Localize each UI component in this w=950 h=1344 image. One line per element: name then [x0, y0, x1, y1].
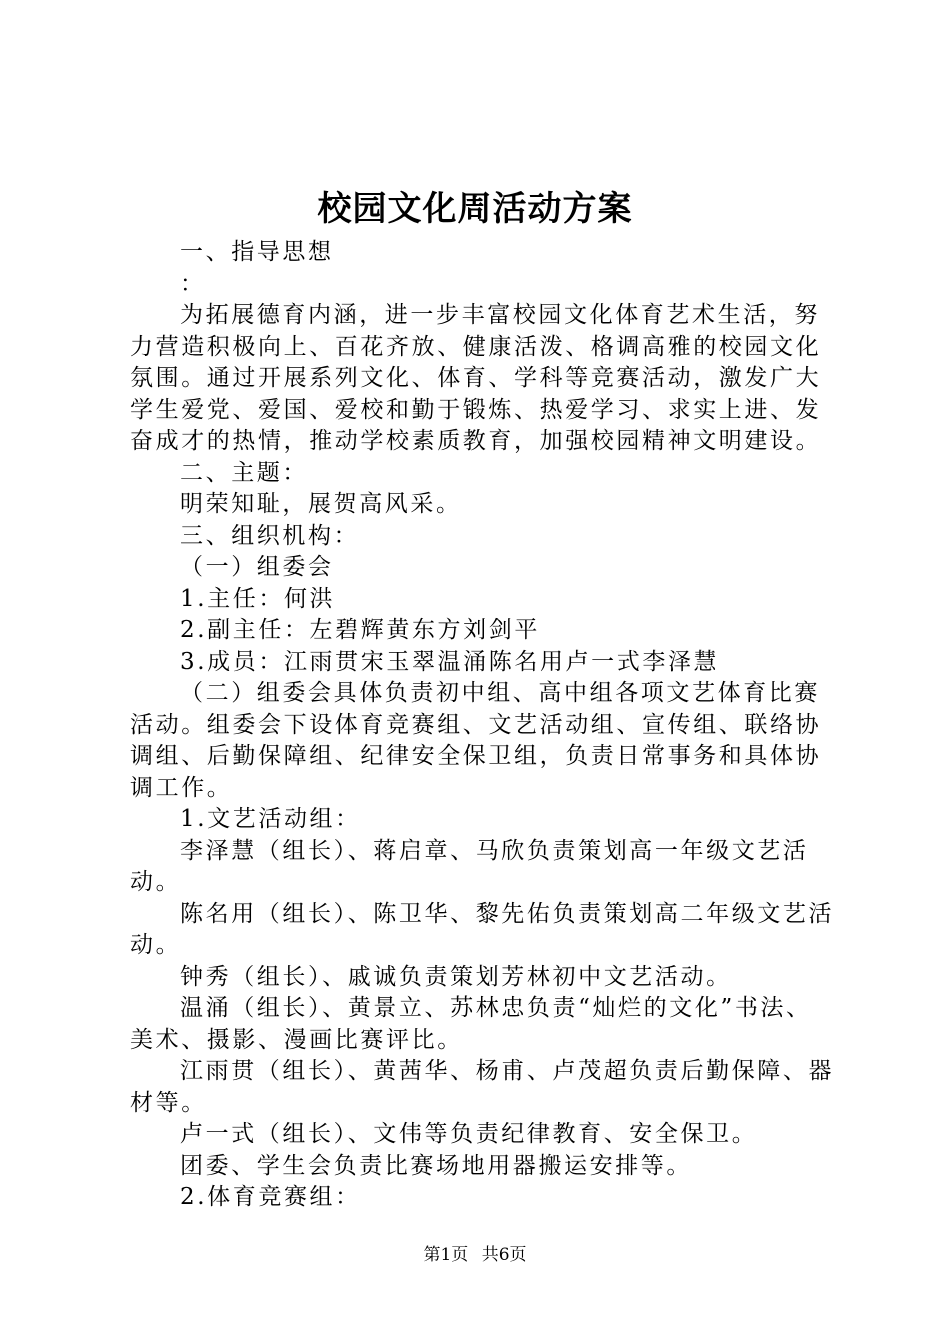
document-body [130, 237, 835, 1214]
page-number: 第1页 [423, 1245, 469, 1265]
paragraph-arts-grade2: 陈名用（组长）、陈卫华、黎先佑负责策划高二年级文艺活动。 [130, 900, 835, 958]
subheading-arts-group: 1.文艺活动组： [180, 806, 361, 832]
document-title: 校园文化周活动方案 [317, 189, 633, 229]
paragraph-calligraphy: 温涌（组长）、黄景立、苏林忠负责“灿烂的文化”书法、美术、摄影、漫画比赛评比。 [130, 995, 812, 1053]
list-item-members: 3.成员：江雨贯宋玉翠温涌陈名用卢一式李泽慧 [180, 648, 720, 675]
paragraph-guiding-text: 为拓展德育内涵，进一步丰富校园文化体育艺术生活，努力营造积极向上、百花齐放、健康活泼、格调高雅的校园文化氛围。通过开展系列文化、体育、学科等竞赛活动，激发广大学生爱党、爱国、爱校和勤于锻炼、热爱学习、求实上进、发奋成才的热情，推动学校素质教育，加强校园精神文明建设。 [130, 302, 822, 454]
heading-theme: 二、主题： [180, 459, 308, 486]
page-footer [0, 1244, 950, 1266]
paragraph-colon: ： [180, 270, 206, 297]
subheading-sports-group: 2.体育竞赛组： [180, 1184, 361, 1210]
paragraph-venue: 团委、学生会负责比赛场地用器搬运安排等。 [180, 1152, 692, 1179]
paragraph-logistics: 江雨贯（组长）、黄茜华、杨甫、卢茂超负责后勤保障、器材等。 [130, 1058, 835, 1116]
heading-organization: 三、组织机构： [180, 522, 360, 549]
list-item-deputy-director: 2.副主任：左碧辉黄东方刘剑平 [180, 617, 540, 643]
subheading-committee: （一）组委会 [180, 554, 334, 580]
heading-guiding-thought: 一、指导思想 [180, 239, 334, 265]
paragraph-discipline: 卢一式（组长）、文伟等负责纪律教育、安全保卫。 [180, 1121, 758, 1147]
paragraph-arts-junior: 钟秀（组长）、戚诚负责策划芳林初中文艺活动。 [180, 963, 732, 990]
page-total: 共6页 [481, 1245, 527, 1265]
paragraph-committee-duties: （二）组委会具体负责初中组、高中组各项文艺体育比赛活动。组委会下设体育竞赛组、文艺活动组、宣传组、联络协调组、后勤保障组、纪律安全保卫组，负责日常事务和具体协调工作。 [130, 680, 822, 801]
paragraph-arts-grade1: 李泽慧（组长）、蒋启章、马欣负责策划高一年级文艺活动。 [130, 837, 809, 895]
paragraph-theme: 明荣知耻，展贺高风采。 [180, 491, 462, 517]
list-item-director: 1.主任：何洪 [180, 585, 336, 612]
